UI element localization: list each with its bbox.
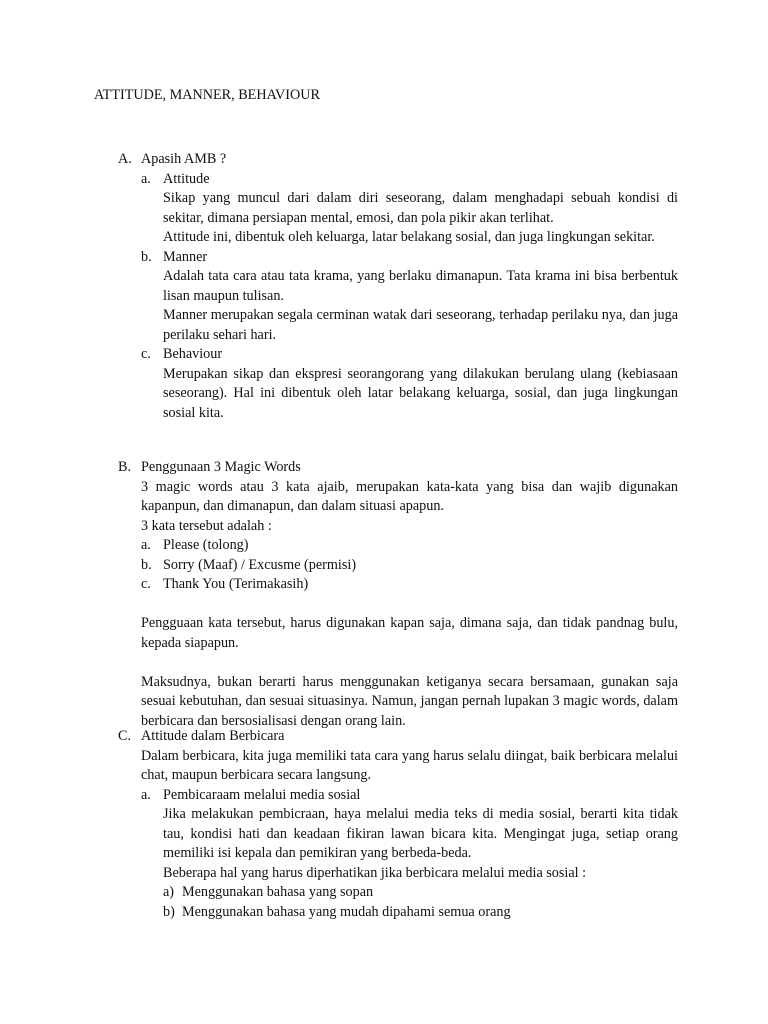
list-text: Thank You (Terimakasih) <box>163 576 309 592</box>
paragraph: Adalah tata cara atau tata krama, yang berlaku dimanapun. Tata krama ini bisa berbentuk lisan maupun tulisan. <box>163 268 678 304</box>
list-text: Please (tolong) <box>163 537 249 553</box>
item-media-sosial <box>141 786 678 806</box>
list-label: a. <box>141 537 151 553</box>
item-heading: Pembicaraam melalui media sosial <box>163 786 361 803</box>
paragraph: Sikap yang muncul dari dalam diri seseorang, dalam menghadapi sebuah kondisi di sekitar, dimana persiapan mental, emosi, dan pola pikir akan terlihat. <box>163 190 678 226</box>
section-a-label: A. <box>118 151 132 167</box>
section-c-title: Attitude dalam Berbicara <box>141 728 285 744</box>
paragraph: Beberapa hal yang harus diperhatikan jika berbicara melalui media sosial : <box>163 864 587 881</box>
paragraph: Dalam berbicara, kita juga memiliki tata cara yang harus selalu diingat, baik berbicara melalui chat, maupun berbicara secara langsung. <box>141 747 678 783</box>
item-attitude <box>141 170 678 190</box>
list-text: Sorry (Maaf) / Excusme (permisi) <box>163 556 357 573</box>
list-text: Menggunakan bahasa yang sopan <box>182 884 374 900</box>
list-item <box>141 556 678 576</box>
list-text: Menggunakan bahasa yang mudah dipahami semua orang <box>182 903 511 920</box>
paragraph: 3 magic words atau 3 kata ajaib, merupakan kata-kata yang bisa dan wajib digunakan kapanpun, dan dimanapun, dan dalam situasi apapun. <box>141 478 678 514</box>
list-label: a) <box>163 884 175 900</box>
section-c-label: C. <box>118 728 132 744</box>
section-b-title: Penggunaan 3 Magic Words <box>141 459 301 475</box>
paragraph: Manner merupakan segala cerminan watak dari seseorang, terhadap perilaku nya, dan juga perilaku sehari hari. <box>163 307 678 343</box>
section-a <box>118 150 678 423</box>
section-b <box>118 458 678 731</box>
item-heading: Behaviour <box>163 346 223 362</box>
item-behaviour <box>141 345 678 365</box>
list-item <box>141 536 678 556</box>
list-item <box>141 575 678 595</box>
paragraph: 3 kata tersebut adalah : <box>141 517 272 534</box>
item-label: c. <box>141 346 151 362</box>
list-label: b) <box>163 903 175 920</box>
item-heading: Attitude <box>163 170 210 187</box>
section-c <box>118 727 678 922</box>
paragraph: Pengguaan kata tersebut, harus digunakan kapan saja, dimana saja, dan tidak pandnag bulu, kepada siapapun. <box>141 615 678 651</box>
paragraph: Attitude ini, dibentuk oleh keluarga, latar belakang sosial, dan juga lingkungan sekitar. <box>163 229 655 245</box>
section-a-title: Apasih AMB ? <box>141 151 227 167</box>
section-c-heading <box>118 727 678 747</box>
section-a-heading <box>118 150 678 170</box>
list-item <box>163 903 678 923</box>
list-item <box>163 883 678 903</box>
item-heading: Manner <box>163 248 208 265</box>
item-label: b. <box>141 248 152 265</box>
page-title: ATTITUDE, MANNER, BEHAVIOUR <box>94 87 320 103</box>
item-manner <box>141 248 678 268</box>
item-label: a. <box>141 170 151 187</box>
paragraph: Maksudnya, bukan berarti harus menggunakan ketiganya secara bersamaan, gunakan saja sesuai kebutuhan, dan sesuai situasinya. Namun, jangan pernah lupakan 3 magic words, dalam berbicara dan bersosialisasi dengan orang lain. <box>141 673 678 729</box>
list-label: b. <box>141 556 152 573</box>
item-label: a. <box>141 786 151 803</box>
list-label: c. <box>141 576 151 592</box>
section-b-heading <box>118 458 678 478</box>
paragraph: Jika melakukan pembicraan, haya melalui media teks di media sosial, berarti kita tidak tau, kondisi hati dan keadaan fikiran lawan bicara kita. Mengingat juga, setiap orang memiliki isi kepala dan pemikiran yang berbeda-beda. <box>163 806 678 861</box>
paragraph: Merupakan sikap dan ekspresi seorangorang yang dilakukan berulang ulang (kebiasaan seseorang). Hal ini dibentuk oleh latar belakang keluarga, sosial, dan juga lingkungan sosial kita. <box>163 365 678 421</box>
section-b-label: B. <box>118 459 132 475</box>
